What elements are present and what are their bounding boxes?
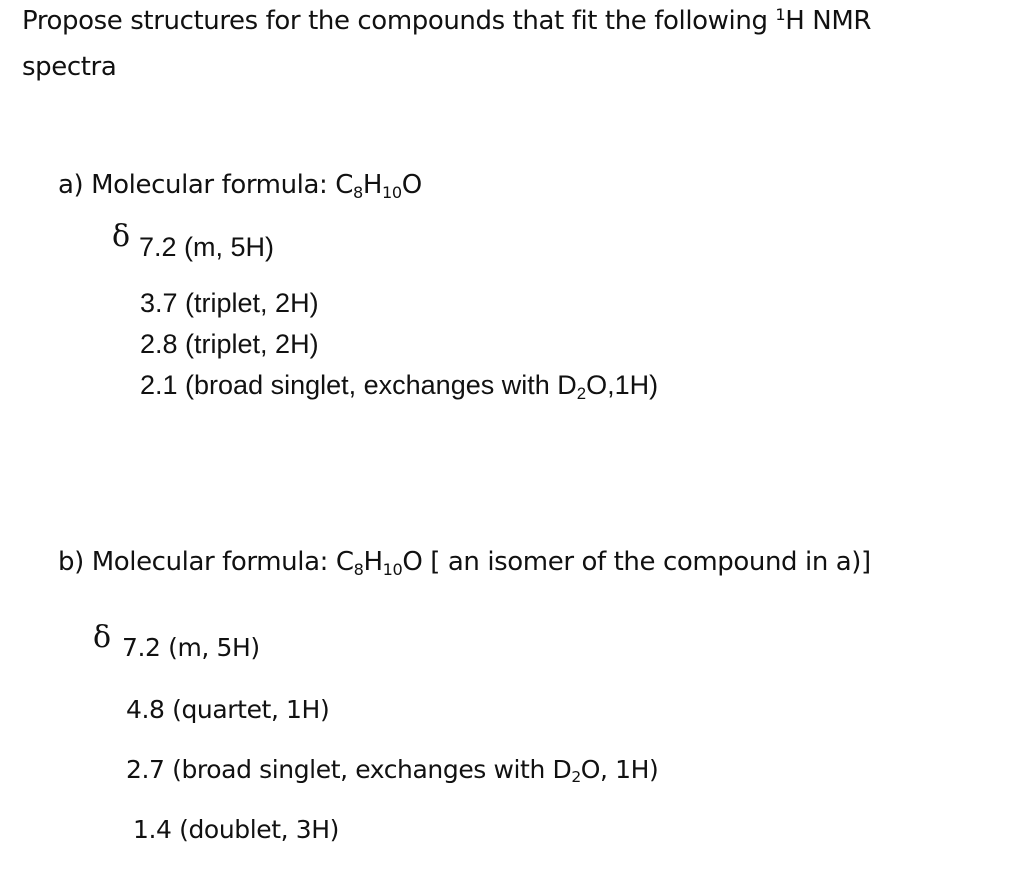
part-b-formula: b) Molecular formula: C8H10O [ an isomer of the compound in a)] bbox=[58, 547, 871, 579]
part-a-peak-3: 2.8 (triplet, 2H) bbox=[140, 329, 319, 359]
part-b-peak-3: 2.7 (broad singlet, exchanges with D2O, 1H) bbox=[126, 755, 659, 787]
part-a-formula: a) Molecular formula: C8H10O bbox=[58, 170, 422, 202]
page-title bbox=[22, 6, 871, 36]
part-b-peak-4: 1.4 (doublet, 3H) bbox=[133, 815, 340, 844]
part-a-peak-2: 3.7 (triplet, 2H) bbox=[140, 288, 319, 318]
part-a-delta-symbol: δ bbox=[112, 219, 131, 254]
part-b-peak-2: 4.8 (quartet, 1H) bbox=[126, 695, 330, 724]
page-title-line2: spectra bbox=[22, 52, 117, 82]
part-b-delta-symbol: δ bbox=[93, 620, 112, 655]
title-text-end: H NMR bbox=[785, 6, 872, 36]
title-superscript: 1 bbox=[775, 5, 786, 25]
part-a-peak-4: 2.1 (broad singlet, exchanges with D2O,1H) bbox=[140, 370, 659, 403]
part-a-peak-1: 7.2 (m, 5H) bbox=[139, 232, 275, 262]
part-b-peak-1: 7.2 (m, 5H) bbox=[122, 633, 260, 662]
title-text: Propose structures for the compounds that fit the following bbox=[22, 6, 776, 36]
